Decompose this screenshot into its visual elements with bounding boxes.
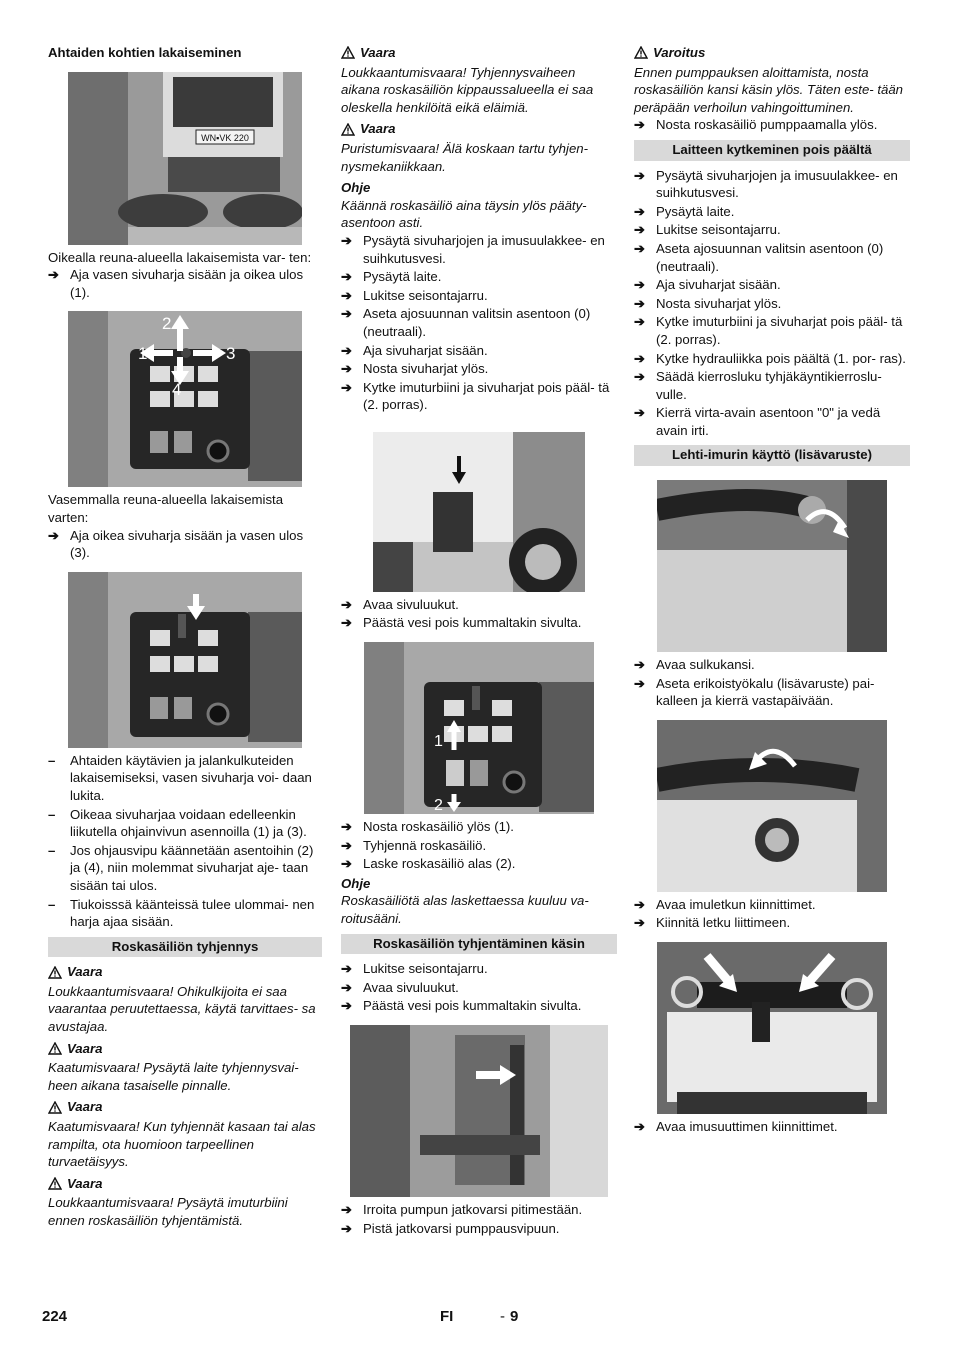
steps-hopper-list xyxy=(341,818,617,873)
list-item: ➔ Avaa imuletkun kiinnittimet. xyxy=(634,896,816,912)
list-item: ➔ Nosta roskasäiliö ylös (1). xyxy=(341,819,514,835)
photo-nozzle-clamps xyxy=(657,942,887,1114)
section-bar-switch-off: Laitteen kytkeminen pois päältä xyxy=(634,140,910,161)
steps-hose-list xyxy=(634,896,910,932)
list-item: – Ahtaiden käytävien ja jalankulkuteiden lakaisemiseksi, vasen sivuharja voi- daan lukita. xyxy=(48,752,312,803)
arrow-right-icon: ➔ xyxy=(341,998,353,1014)
arrow-right-icon: ➔ xyxy=(634,117,646,133)
page-number: 224 xyxy=(42,1308,68,1325)
steps-switch-off-list xyxy=(634,167,910,440)
list-item: ➔ Päästä vesi pois kummaltakin sivulta. xyxy=(341,998,582,1014)
list-item: ➔ Kytke imuturbiini ja sivuharjat pois pääl- tä (2. porras). xyxy=(341,379,610,413)
list-item: ➔ Avaa imusuuttimen kiinnittimet. xyxy=(634,1119,838,1135)
arrow-right-icon: ➔ xyxy=(634,277,646,293)
note-label: Ohje xyxy=(341,875,371,891)
arrow-right-icon: ➔ xyxy=(341,287,353,303)
arrow-right-icon: ➔ xyxy=(341,1220,353,1236)
steps-manual-list xyxy=(341,960,617,1015)
step-right-edge: ➔ Aja vasen sivuharja sisään ja oikea ulos (1). xyxy=(48,267,304,300)
list-item: ➔ Laske roskasäiliö alas (2). xyxy=(341,856,516,872)
list-item: ➔ Nosta sivuharjat ylös. xyxy=(341,361,489,377)
arrow-right-icon: ➔ xyxy=(634,203,646,219)
arrow-right-icon: ➔ xyxy=(341,306,353,322)
warning-triangle-icon xyxy=(341,123,355,136)
arrow-right-icon: ➔ xyxy=(634,314,646,330)
steps-pump-list xyxy=(341,1201,617,1237)
list-item: ➔ Pysäytä laite. xyxy=(341,269,442,285)
arrow-right-icon: ➔ xyxy=(634,222,646,238)
list-item: ➔ Lukitse seisontajarru. xyxy=(634,222,781,238)
arrow-right-icon: ➔ xyxy=(341,342,353,358)
steps-nozzle-list xyxy=(634,1118,910,1136)
license-plate: WN▪VK 220 xyxy=(201,132,249,143)
list-item: – Jos ohjausvipu käännetään asentoihin (2) ja (4), niin molemmat sivuharjat aje- taan sisään tai ulos. xyxy=(48,842,314,893)
list-item: ➔ Avaa sulkukansi. xyxy=(634,657,755,673)
para-left-edge: Vasemmalla reuna-alueella lakaisemista varten: xyxy=(48,492,284,525)
warning-triangle-icon xyxy=(48,1101,62,1114)
arrow-right-icon: ➔ xyxy=(48,267,60,283)
dash-list xyxy=(48,752,322,931)
label-2: 2 xyxy=(434,797,443,815)
arrow-right-icon: ➔ xyxy=(341,379,353,395)
arrow-right-icon: ➔ xyxy=(634,657,646,673)
list-item: ➔ Kytke imuturbiini ja sivuharjat pois pääl- tä (2. porras). xyxy=(634,314,903,347)
photo-sweeper-front xyxy=(68,72,302,245)
list-item: ➔ Aja sivuharjat sisään. xyxy=(341,342,488,358)
warning-block: Vaara Kaatumisvaara! Kun tyhjennät kasaan tai alas rampilta, ota huomioon tarpeellinen turvaetäisyys. xyxy=(48,1099,316,1170)
list-item: ➔ Tyhjennä roskasäiliö. xyxy=(341,837,487,853)
warning-block: Vaara Puristumisvaara! Älä koskaan tartu tyhjen- nysmekaniikkaan. xyxy=(341,121,589,174)
language-code: FI xyxy=(440,1308,454,1325)
list-item: ➔ Nosta sivuharjat ylös. xyxy=(634,295,782,311)
warning-block: Vaara Loukkaantumisvaara! Ohikulkijoita ei saa vaarantaa peruutettaessa, käytä tarvittaes- sa avustajaa. xyxy=(48,964,316,1035)
photo-special-tool xyxy=(657,720,887,892)
arrow-right-icon: ➔ xyxy=(634,405,646,421)
steps-drain-list xyxy=(341,596,617,632)
arrow-right-icon: ➔ xyxy=(634,350,646,366)
heading-narrow-sweeping: Ahtaiden kohtien lakaiseminen xyxy=(48,45,242,60)
arrow-right-icon: ➔ xyxy=(634,915,646,931)
warning-triangle-icon xyxy=(634,46,648,59)
photo-hopper-switch xyxy=(364,642,594,814)
arrow-right-icon: ➔ xyxy=(341,856,353,872)
list-item: ➔ Aseta erikoistyökalu (lisävaruste) pai- kalleen ja kierrä vastapäivään. xyxy=(634,675,875,709)
list-item: ➔ Lukitse seisontajarru. xyxy=(341,961,488,977)
list-item: ➔ Säädä kierrosluku tyhjäkäyntikierroslu- vulle. xyxy=(634,369,882,402)
arrow-right-icon: ➔ xyxy=(341,269,353,285)
arrow-right-icon: ➔ xyxy=(341,615,353,631)
note-text: Käännä roskasäiliö aina täysin ylös pääty- asentoon asti. xyxy=(341,197,587,231)
arrow-right-icon: ➔ xyxy=(634,1119,646,1135)
list-item: ➔ Päästä vesi pois kummaltakin sivulta. xyxy=(341,615,582,631)
list-item: – Tiukoisssä käänteissä tulee ulommai- nen harja ajaa sisään. xyxy=(48,896,315,930)
photo-joystick-panel-2 xyxy=(68,572,302,748)
arrow-right-icon: ➔ xyxy=(341,361,353,377)
warning-triangle-icon xyxy=(48,1042,62,1055)
list-item: ➔ Pysäytä laite. xyxy=(634,203,735,219)
label-3: 3 xyxy=(226,344,236,364)
arrow-right-icon: ➔ xyxy=(341,961,353,977)
label-1: 1 xyxy=(434,733,443,751)
photo-cover-open xyxy=(657,480,887,652)
step-pump-up: ➔ Nosta roskasäiliö pumppaamalla ylös. xyxy=(634,117,878,133)
steps-cover-list xyxy=(634,656,910,710)
list-item: ➔ Lukitse seisontajarru. xyxy=(341,287,488,303)
chapter-page: 9 xyxy=(510,1308,519,1325)
steps-stop-list xyxy=(341,232,617,414)
warning-block: Vaara Kaatumisvaara! Pysäytä laite tyhjennysvai- heen aikana tasaiselle pinnalle. xyxy=(48,1040,299,1093)
list-item: ➔ Avaa sivuluukut. xyxy=(341,596,459,612)
photo-joystick-panel-1 xyxy=(68,311,302,487)
footer-separator: - xyxy=(500,1308,505,1325)
list-item: ➔ Pysäytä sivuharjojen ja imusuulakkee- en suihkutusvesi. xyxy=(634,167,898,201)
arrow-right-icon: ➔ xyxy=(341,979,353,995)
arrow-right-icon: ➔ xyxy=(634,167,646,183)
list-item: ➔ Pysäytä sivuharjojen ja imusuulakkee- en suihkutusvesi. xyxy=(341,232,605,266)
warning-block: Vaara Loukkaantumisvaara! Tyhjennysvaiheen aikana roskasäiliön kippaussalueella ei saa oleskella henkilöitä eikä eläimiä. xyxy=(341,45,594,115)
arrow-right-icon: ➔ xyxy=(341,596,353,612)
note-label: Ohje xyxy=(341,180,371,196)
note-text: Roskasäiliötä alas laskettaessa kuuluu va- roitusääni. xyxy=(341,893,589,927)
arrow-right-icon: ➔ xyxy=(634,240,646,256)
list-item: ➔ Aseta ajosuunnan valitsin asentoon (0) (neutraali). xyxy=(634,240,884,274)
arrow-right-icon: ➔ xyxy=(634,896,646,912)
arrow-right-icon: ➔ xyxy=(634,675,646,691)
arrow-right-icon: ➔ xyxy=(48,527,60,543)
photo-side-hatch xyxy=(373,432,585,592)
column-2 xyxy=(341,44,617,1238)
arrow-right-icon: ➔ xyxy=(341,1202,353,1217)
column-1 xyxy=(48,44,322,1230)
warning-triangle-icon xyxy=(341,46,355,59)
list-item: ➔ Avaa sivuluukut. xyxy=(341,979,459,995)
column-3 xyxy=(634,44,910,1137)
section-bar-manual-emptying: Roskasäiliön tyhjentäminen käsin xyxy=(341,934,617,955)
section-bar-leaf-vacuum: Lehti-imurin käyttö (lisävaruste) xyxy=(634,445,910,466)
label-1: 1 xyxy=(138,344,148,364)
warning-block: Vaara Loukkaantumisvaara! Pysäytä imuturbiini ennen roskasäiliön tyhjentämistä. xyxy=(48,1175,288,1228)
arrow-right-icon: ➔ xyxy=(634,295,646,311)
arrow-right-icon: ➔ xyxy=(341,837,353,853)
list-item: ➔ Aja sivuharjat sisään. xyxy=(634,277,781,293)
section-bar-emptying: Roskasäiliön tyhjennys xyxy=(48,937,322,958)
label-2: 2 xyxy=(162,314,172,334)
arrow-right-icon: ➔ xyxy=(634,369,646,385)
warning-block: Varoitus Ennen pumppauksen aloittamista, nosta roskasäiliön kansi käsin ylös. Täten este- tään peräpään verhoilun vahingoittuminen. xyxy=(634,45,904,115)
photo-pump-lever xyxy=(350,1025,608,1197)
list-item: ➔ Kiinnitä letku liittimeen. xyxy=(634,915,791,931)
label-4: 4 xyxy=(172,380,182,400)
warning-triangle-icon xyxy=(48,966,62,979)
warning-triangle-icon xyxy=(48,1177,62,1190)
step-left-edge: ➔ Aja oikea sivuharja sisään ja vasen ulos (3). xyxy=(48,527,304,561)
list-item: ➔ Kierrä virta-avain asentoon "0" ja vedä avain irti. xyxy=(634,405,881,438)
list-item: – Oikeaa sivuharjaa voidaan edelleenkin liikutella ohjainvivun asennoilla (1) ja (3). xyxy=(48,806,307,840)
list-item: ➔ Aseta ajosuunnan valitsin asentoon (0) (neutraali). xyxy=(341,306,591,339)
list-item: ➔ Pistä jatkovarsi pumppausvipuun. xyxy=(341,1220,560,1236)
list-item: ➔ Irroita pumpun jatkovarsi pitimestään. xyxy=(341,1202,583,1217)
list-item: ➔ Kytke hydrauliikka pois päältä (1. por- ras). xyxy=(634,350,906,366)
arrow-right-icon: ➔ xyxy=(341,232,353,248)
arrow-right-icon: ➔ xyxy=(341,819,353,835)
para-right-edge: Oikealla reuna-alueella lakaisemista var- ten: xyxy=(48,249,312,265)
